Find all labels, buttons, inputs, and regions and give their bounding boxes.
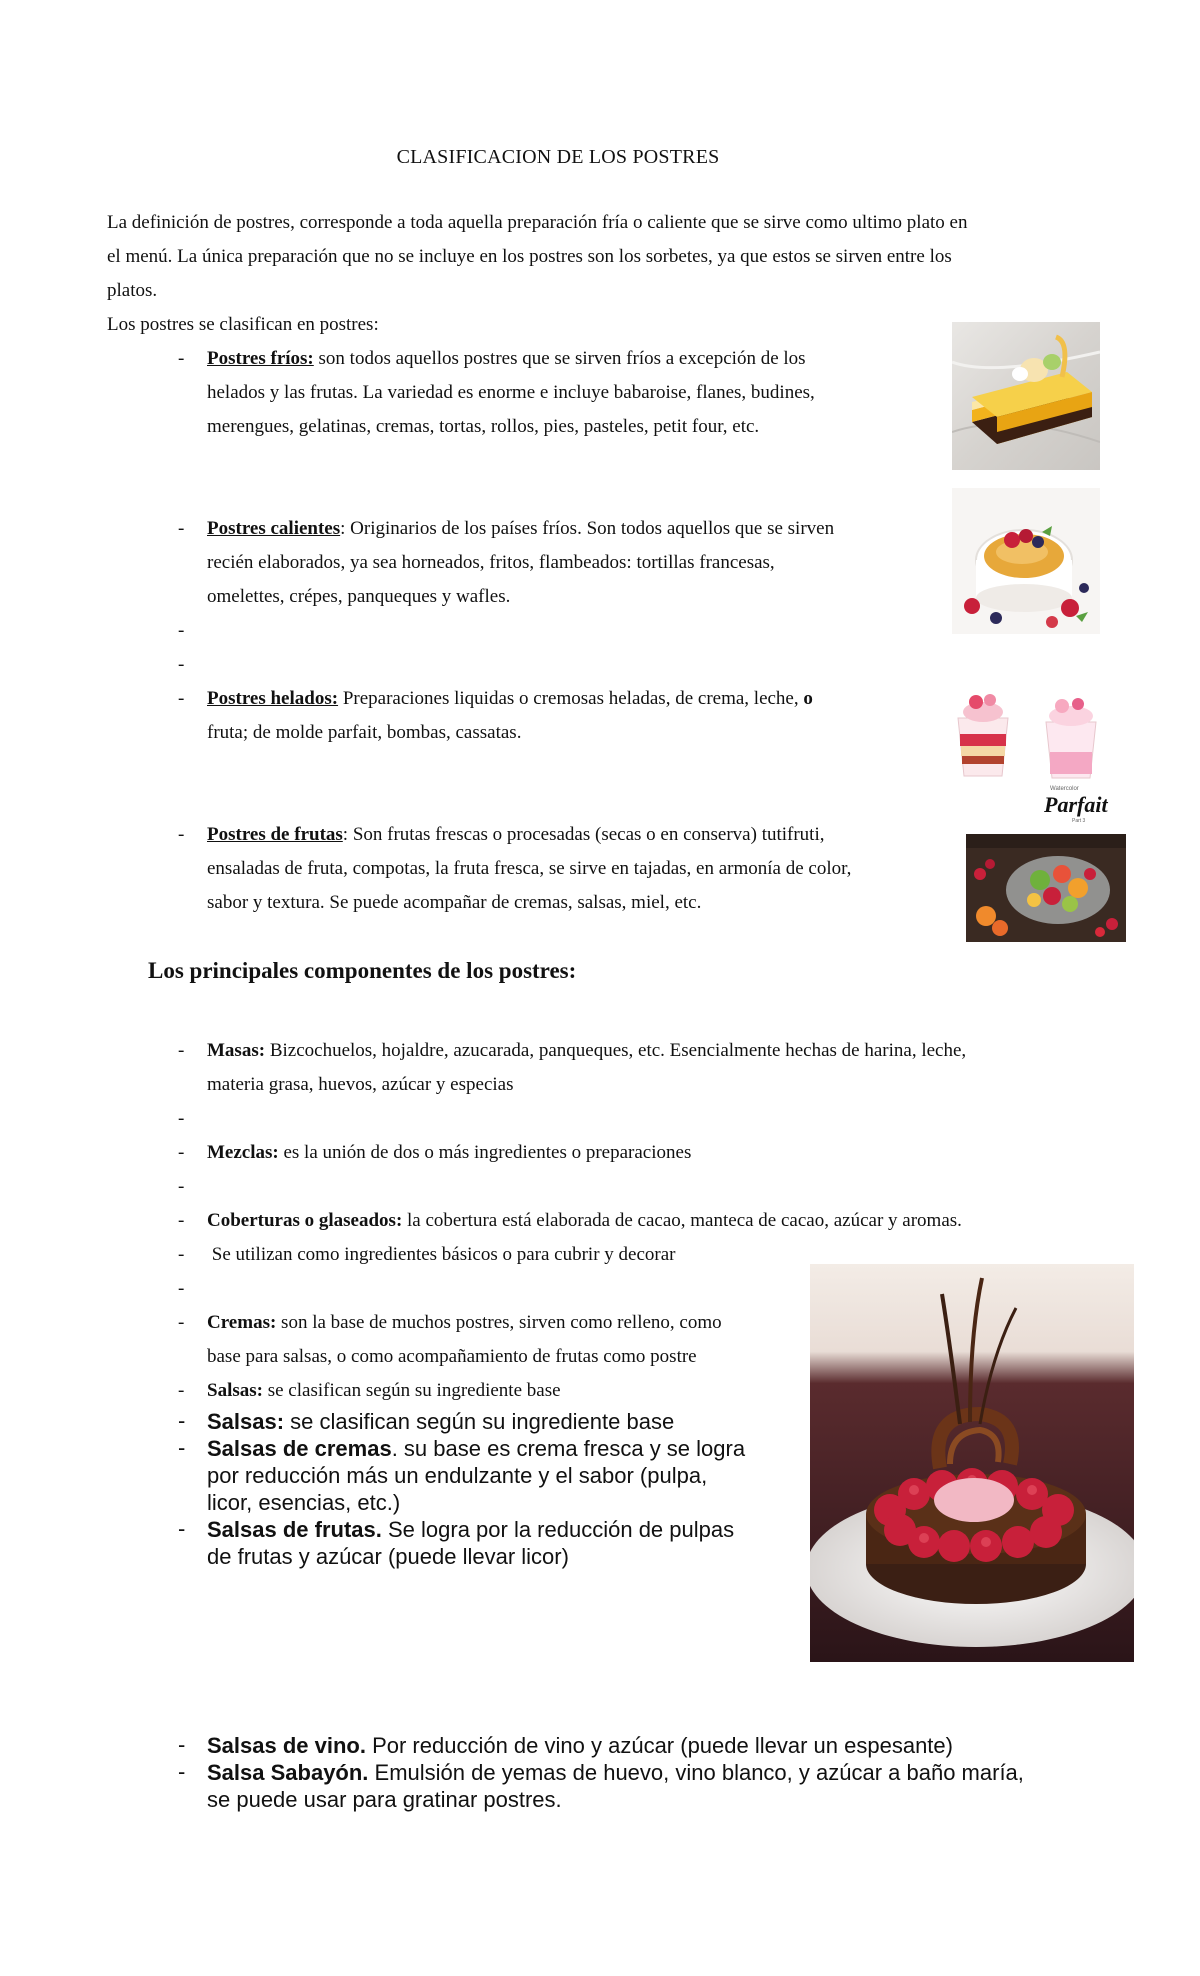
text: Por reducción de vino y azúcar (puede llevar un espesante) xyxy=(365,1733,953,1758)
list-item-salsas-frutas xyxy=(207,1516,807,1570)
list-item-salsas-cremas xyxy=(207,1435,807,1516)
text: materia grasa, huevos, azúcar y especias xyxy=(207,1074,514,1095)
parfait-caption-part: Part 3 xyxy=(1072,818,1086,824)
text: se clasifican según su ingrediente base xyxy=(284,1409,675,1434)
list-dash: - xyxy=(178,1278,185,1299)
list-dash: - xyxy=(178,1176,185,1197)
list-dash: - xyxy=(178,1040,185,1061)
text: ensaladas de fruta, compotas, la fruta fresca, se sirve en tajadas, en armonía de color, xyxy=(207,858,852,879)
layered-cake-image xyxy=(952,322,1100,470)
text: Originarios de los países fríos. Son todos aquellos que se sirven xyxy=(345,518,835,539)
label-salsas-cremas: Salsas de cremas xyxy=(207,1436,392,1461)
label-salsas: Salsas: xyxy=(207,1409,285,1434)
list-dash: - xyxy=(178,654,185,675)
text: fruta; de molde parfait, bombas, cassatas. xyxy=(207,722,522,743)
text: de frutas y azúcar (puede llevar licor) xyxy=(207,1544,569,1569)
text: helados y las frutas. La variedad es enorme e incluye babaroise, flanes, budines, xyxy=(207,382,815,403)
text: se puede usar para gratinar postres. xyxy=(207,1787,562,1812)
list-item-postres-helados xyxy=(207,682,937,750)
text: son la base de muchos postres, sirven como relleno, como xyxy=(276,1312,722,1333)
list-dash: - xyxy=(178,824,185,845)
list-dash: - xyxy=(178,518,185,539)
list-item-utilizan: Se utilizan como ingredientes básicos o para cubrir y decorar xyxy=(207,1244,676,1265)
text: licor, esencias, etc.) xyxy=(207,1490,401,1515)
label-postres-frios: Postres fríos: xyxy=(207,348,314,369)
parfait-illustration xyxy=(946,660,1116,826)
list-dash: - xyxy=(178,1210,185,1231)
text: omelettes, crépes, panqueques y wafles. xyxy=(207,586,511,607)
list-item-salsas xyxy=(207,1408,807,1435)
label-salsas-vino: Salsas de vino. xyxy=(207,1733,366,1758)
components-heading: Los principales componentes de los postres: xyxy=(148,958,577,983)
text: se clasifican según su ingrediente base xyxy=(262,1380,561,1401)
layered-cake-illustration xyxy=(952,322,1100,470)
fruit-salad-illustration xyxy=(966,834,1126,942)
chocolate-raspberry-tart-image xyxy=(810,1264,1134,1662)
fruit-salad-image xyxy=(966,834,1126,942)
intro-line-3: platos. xyxy=(107,280,158,301)
intro-line-2: el menú. La única preparación que no se incluye en los postres son los sorbetes, ya que estos se sirven entre los xyxy=(107,246,952,267)
label-masas: Masas: xyxy=(207,1040,266,1061)
list-dash: - xyxy=(178,1380,185,1401)
text: merengues, gelatinas, cremas, tortas, rollos, pies, pasteles, petit four, etc. xyxy=(207,416,760,437)
label-salsas-frutas: Salsas de frutas. xyxy=(207,1517,382,1542)
text: sabor y textura. Se puede acompañar de cremas, salsas, miel, etc. xyxy=(207,892,702,913)
page-title: CLASIFICACION DE LOS POSTRES xyxy=(396,146,720,168)
text: : xyxy=(342,824,349,845)
list-dash: - xyxy=(178,1435,186,1460)
label-postres-frutas: Postres de frutas xyxy=(207,824,343,845)
label-postres-calientes: Postres calientes xyxy=(207,518,341,539)
label-coberturas: Coberturas o glaseados: xyxy=(207,1210,403,1231)
list-item-masas xyxy=(207,1034,1087,1102)
list-item-postres-calientes xyxy=(207,512,937,614)
text: Son frutas frescas o procesadas (secas o en conserva) tutifruti, xyxy=(348,824,825,845)
text: por reducción más un endulzante y el sabor (pulpa, xyxy=(207,1463,708,1488)
list-dash: - xyxy=(178,688,185,709)
list-dash: - xyxy=(178,348,185,369)
list-dash: - xyxy=(178,620,185,641)
list-dash: - xyxy=(178,1516,186,1541)
text: la cobertura está elaborada de cacao, manteca de cacao, azúcar y aromas. xyxy=(402,1210,962,1231)
text: recién elaborados, ya sea horneados, fritos, flambeados: tortillas francesas, xyxy=(207,552,775,573)
text: Preparaciones liquidas o cremosas heladas, de crema, leche, xyxy=(338,688,804,709)
list-dash: - xyxy=(178,1108,185,1129)
label-salsas: Salsas: xyxy=(207,1380,263,1401)
text: o xyxy=(803,688,813,709)
list-dash: - xyxy=(178,1408,186,1433)
creme-brulee-illustration xyxy=(952,488,1100,634)
list-dash: - xyxy=(178,1312,185,1333)
text: : xyxy=(340,518,346,539)
list-dash: - xyxy=(178,1142,185,1163)
list-item-coberturas xyxy=(207,1204,1107,1238)
list-item-postres-frutas xyxy=(207,818,967,920)
parfait-caption-small: Watercolor xyxy=(1050,786,1079,792)
list-item-salsas-serif xyxy=(207,1374,807,1408)
label-salsa-sabayon: Salsa Sabayón. xyxy=(207,1760,369,1785)
text: base para salsas, o como acompañamiento de frutas como postre xyxy=(207,1346,697,1367)
label-postres-helados: Postres helados: xyxy=(207,688,339,709)
text: Se logra por la reducción de pulpas xyxy=(381,1517,735,1542)
label-cremas: Cremas: xyxy=(207,1312,277,1333)
list-item-salsas-vino xyxy=(207,1732,1107,1759)
list-item-mezclas xyxy=(207,1136,1087,1170)
label-mezclas: Mezclas: xyxy=(207,1142,279,1163)
text: Emulsión de yemas de huevo, vino blanco, y azúcar a baño maría, xyxy=(368,1760,1024,1785)
text: es la unión de dos o más ingredientes o preparaciones xyxy=(278,1142,692,1163)
parfait-image xyxy=(946,660,1116,826)
text: son todos aquellos postres que se sirven fríos a excepción de los xyxy=(313,348,806,369)
list-item-cremas xyxy=(207,1306,807,1374)
list-dash: - xyxy=(178,1732,186,1757)
parfait-caption: Parfait xyxy=(1044,792,1108,817)
list-item-postres-frios xyxy=(207,342,937,444)
chocolate-tart-illustration xyxy=(810,1264,1134,1662)
intro-line-4: Los postres se clasifican en postres: xyxy=(107,314,379,335)
list-item-salsa-sabayon xyxy=(207,1759,1107,1813)
text: Bizcochuelos, hojaldre, azucarada, panqueques, etc. Esencialmente hechas de harina, leche, xyxy=(265,1040,967,1061)
creme-brulee-image xyxy=(952,488,1100,634)
list-dash: - xyxy=(178,1759,186,1784)
intro-line-1: La definición de postres, corresponde a toda aquella preparación fría o caliente que se sirve como ultimo plato en xyxy=(107,212,968,233)
text: . su base es crema fresca y se logra xyxy=(391,1436,746,1461)
list-dash: - xyxy=(178,1244,185,1265)
